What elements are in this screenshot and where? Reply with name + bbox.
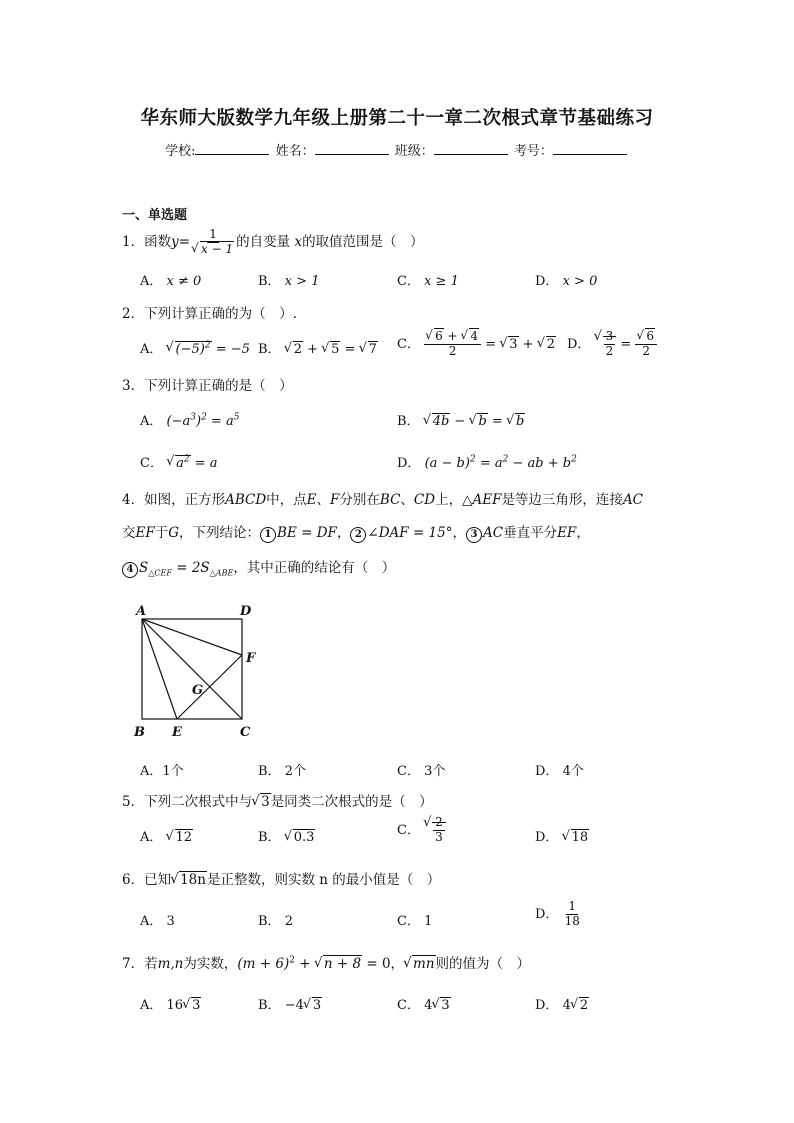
text-fragment: 2 (183, 454, 190, 465)
text-fragment: EF (135, 525, 155, 541)
text-fragment: 4 (122, 562, 138, 578)
text-fragment: (m + 6) (237, 956, 290, 972)
label-G: G (192, 683, 204, 698)
q3-option-d[interactable] (397, 452, 577, 471)
fraction-numerator: 1 (209, 227, 217, 241)
text-fragment: 3． (122, 378, 145, 394)
label-C: C (240, 725, 251, 740)
q6-option-a[interactable] (140, 910, 175, 929)
text-fragment: 2 (293, 342, 302, 357)
q6-option-b[interactable] (258, 910, 293, 929)
text-fragment: C． (397, 822, 420, 838)
q3-option-b[interactable] (397, 410, 525, 429)
q6-option-d[interactable] (535, 900, 582, 929)
text-fragment: 18 (564, 913, 580, 928)
text-fragment: + (302, 342, 323, 357)
text-fragment: 1 (260, 527, 276, 543)
text-fragment: x > 0 (562, 274, 598, 289)
text-fragment: E (306, 492, 317, 508)
q1-option-b[interactable] (258, 270, 319, 289)
question-4-line-2: 交EF于G，下列结论： 1 BE = DF， 2 ∠DAF = 15°， 3 AC垂直平分EF， (122, 525, 590, 541)
name-label: 姓名： (275, 144, 315, 159)
text-fragment: 3 (435, 829, 443, 844)
q2-option-a[interactable] (140, 338, 250, 357)
question-4-line-3 (122, 556, 395, 578)
text-fragment: △CEF (148, 568, 172, 578)
text-fragment: G (168, 525, 180, 541)
text-fragment: 12 (175, 830, 193, 845)
text-fragment: EF (557, 525, 577, 541)
text-fragment: 4． (122, 492, 145, 508)
text-fragment: (−a (166, 414, 191, 429)
text-fragment: 于 (154, 525, 169, 541)
text-fragment: B． (258, 914, 281, 929)
text-fragment: 2 (642, 343, 651, 358)
text-fragment: CD (413, 492, 436, 508)
text-fragment: D． (535, 274, 559, 289)
text-fragment: 已知 (144, 872, 172, 888)
text-fragment: 下列二次根式中与 (144, 794, 253, 810)
text-fragment: 2 (605, 343, 614, 358)
text-fragment: A． (140, 830, 163, 845)
text-fragment: 3 (441, 998, 450, 1013)
text-fragment: 4 (562, 998, 571, 1013)
question-text: 的自变量 (236, 233, 291, 250)
text-fragment: 2 (502, 454, 509, 465)
page-title: 华东师大版数学九年级上册第二十一章二次根式章节基础练习 (140, 108, 654, 129)
q7-option-c[interactable] (397, 994, 451, 1013)
text-fragment: A． (140, 342, 163, 357)
text-fragment: − (450, 414, 470, 429)
text-fragment: C． (397, 998, 420, 1013)
text-fragment: AC (622, 492, 644, 508)
question-3 (122, 374, 293, 394)
text-fragment: 为实数， (183, 956, 238, 972)
text-fragment: B． (258, 274, 281, 289)
text-fragment: S (200, 560, 210, 576)
text-fragment: n + 8 (323, 956, 362, 972)
fraction-denominator (190, 243, 236, 257)
q3-option-c[interactable] (140, 452, 218, 471)
radicand: x − 1 (201, 241, 234, 256)
label-B: B (134, 725, 145, 740)
text-fragment: 2 (350, 527, 366, 543)
text-fragment: 3 (509, 336, 518, 352)
label-F: F (246, 651, 256, 666)
text-fragment: 、 (400, 492, 414, 508)
q1-option-c[interactable] (397, 270, 459, 289)
text-fragment: 3 (192, 998, 201, 1013)
text-fragment: D． (567, 336, 591, 352)
text-fragment: 4个 (562, 764, 584, 779)
text-fragment: C． (397, 336, 420, 352)
text-fragment: 6． (122, 872, 145, 888)
q4-option-d[interactable] (535, 760, 584, 779)
math-op: = (178, 233, 191, 250)
q5-option-b[interactable] (258, 826, 315, 845)
text-fragment: √ 2 (435, 815, 443, 829)
text-fragment: C． (397, 914, 420, 929)
label-A: A (136, 604, 147, 619)
q7-option-d[interactable] (535, 994, 589, 1013)
text-fragment: 2 (579, 998, 589, 1013)
text-fragment: = −5 (211, 342, 250, 357)
math-var: y (171, 233, 179, 250)
text-fragment: 0.3 (293, 830, 315, 845)
text-fragment: BC (379, 492, 401, 508)
q2-option-c[interactable] (397, 330, 556, 359)
text-fragment: S (139, 560, 149, 576)
text-fragment: 2 (284, 914, 293, 929)
text-fragment: = a (475, 456, 503, 471)
text-fragment: D． (535, 906, 559, 922)
class-blank[interactable] (434, 142, 508, 155)
text-fragment: B． (397, 414, 420, 429)
text-fragment: △ABE (209, 568, 234, 578)
text-fragment: √ 3 (605, 329, 614, 343)
text-fragment: C． (397, 274, 420, 289)
question-text: 下列计算正确的为（ ）. (144, 306, 297, 322)
text-fragment: x > 1 (284, 274, 320, 289)
question-6 (122, 868, 440, 888)
text-fragment: = a (206, 414, 234, 429)
text-fragment: = 0， (362, 956, 405, 972)
text-fragment: 若 (144, 956, 158, 972)
text-fragment: A． (140, 914, 163, 929)
text-fragment: 2 (448, 343, 457, 358)
text-fragment: A． (140, 274, 163, 289)
text-fragment: △AEF (462, 492, 502, 508)
text-fragment: + (518, 336, 538, 352)
label-D: D (240, 604, 252, 619)
q2-option-b[interactable] (258, 338, 378, 357)
text-fragment: ，其中正确的结论有（ ） (233, 560, 396, 576)
question-4-line-1 (122, 488, 643, 508)
text-fragment: = (340, 342, 360, 357)
text-fragment: (a − b) (424, 456, 470, 471)
text-fragment: 中，点 (266, 492, 307, 508)
text-fragment: 分别在 (339, 492, 380, 508)
question-text: 函数 (144, 233, 172, 250)
q4-option-c[interactable] (397, 760, 445, 779)
q7-option-b[interactable] (258, 994, 322, 1013)
school-blank[interactable] (195, 142, 269, 155)
text-fragment: a (176, 456, 184, 471)
question-1 (122, 228, 424, 257)
text-fragment: = a (190, 456, 218, 471)
text-fragment: 2 (289, 955, 295, 966)
text-fragment: 4 (470, 329, 479, 343)
q5-option-c[interactable] (397, 816, 446, 845)
text-fragment: 3 (166, 914, 175, 929)
text-fragment: 2 (201, 412, 207, 423)
question-5 (122, 790, 433, 810)
text-fragment: x ≥ 1 (424, 274, 459, 289)
text-fragment: b (515, 414, 525, 429)
text-fragment: ∠DAF = 15° (367, 525, 453, 541)
text-fragment: ，下列结论： (179, 525, 261, 541)
text-fragment: 3 (466, 527, 482, 543)
question-text: 的取值范围是（ ） (302, 233, 424, 250)
text-fragment: B． (258, 998, 281, 1013)
text-fragment: 1 (568, 899, 577, 913)
q1-option-a[interactable] (140, 270, 201, 289)
q5-option-d[interactable] (535, 826, 589, 845)
text-fragment: mn (413, 956, 435, 972)
text-fragment: 1个 (162, 764, 184, 779)
text-fragment: 4b (432, 414, 450, 429)
text-fragment: (−5) (175, 342, 205, 357)
text-fragment: C． (397, 764, 420, 779)
text-fragment: 垂直平分 (503, 525, 558, 541)
text-fragment: 2 (571, 454, 577, 465)
text-fragment: 5 (233, 412, 240, 423)
text-fragment: D． (397, 456, 421, 471)
text-fragment: 5． (122, 794, 145, 810)
class-label: 班级： (394, 144, 434, 159)
q4-option-a[interactable] (140, 760, 184, 779)
text-fragment: F (330, 492, 340, 508)
text-fragment: 4 (424, 998, 433, 1013)
text-fragment: + (294, 956, 315, 972)
text-fragment: 3 (190, 412, 196, 423)
text-fragment: 5 (331, 342, 340, 357)
square-figure (130, 600, 270, 749)
text-fragment: 16 (166, 998, 184, 1013)
text-fragment: B． (258, 342, 281, 357)
question-7 (122, 952, 530, 972)
text-fragment: 6 (646, 329, 655, 343)
text-fragment: = (487, 414, 507, 429)
fraction (190, 228, 236, 257)
geometry-diagram (130, 600, 270, 745)
text-fragment: x ≠ 0 (166, 274, 202, 289)
q5-option-a[interactable] (140, 826, 193, 845)
text-fragment: −4 (284, 998, 304, 1013)
q7-option-a[interactable] (140, 994, 201, 1013)
text-fragment: 18n (180, 872, 206, 888)
text-fragment: = (481, 336, 501, 352)
text-fragment: A． (140, 414, 163, 429)
text-fragment: 3 (261, 794, 270, 810)
text-fragment: D． (535, 998, 559, 1013)
text-fragment: 3个 (424, 764, 446, 779)
text-fragment: 6 (435, 329, 443, 343)
text-fragment: 2 (204, 340, 211, 351)
name-blank[interactable] (315, 142, 389, 155)
question-2 (122, 302, 297, 322)
exam-no-label: 考号： (513, 144, 553, 159)
text-fragment: 如图，正方形 (144, 492, 226, 508)
text-fragment: A． (140, 764, 163, 779)
text-fragment: 上， (435, 492, 463, 508)
text-fragment: 7 (368, 342, 377, 357)
text-fragment: D． (535, 830, 559, 845)
text-fragment: 2个 (284, 764, 306, 779)
text-fragment: 是正整数，则实数 n 的最小值是（ ） (206, 872, 441, 888)
text-fragment: AC (482, 525, 504, 541)
exam-no-blank[interactable] (553, 142, 627, 155)
math-var: x (294, 233, 303, 250)
text-fragment: 2 (546, 336, 555, 352)
text-fragment: 2 (469, 454, 476, 465)
text-fragment: B． (258, 764, 281, 779)
text-fragment: 7． (122, 956, 145, 972)
school-label: 学校: (165, 144, 196, 159)
section-heading: 一、单选题 (122, 208, 188, 223)
question-text: 下列计算正确的是（ ） (144, 378, 293, 394)
text-fragment: 2． (122, 306, 145, 322)
q1-option-d[interactable] (535, 270, 597, 289)
label-E: E (172, 725, 182, 740)
text-fragment: BE = DF (277, 525, 337, 541)
text-fragment: C． (140, 456, 163, 471)
text-fragment: b (478, 414, 487, 429)
text-fragment: 1 (424, 914, 433, 929)
text-fragment: 是同类二次根式的是（ ） (270, 794, 433, 810)
text-fragment: B． (258, 830, 281, 845)
q4-option-b[interactable] (258, 760, 306, 779)
text-fragment: = 2 (171, 560, 201, 576)
q6-option-c[interactable] (397, 910, 432, 929)
q2-option-d[interactable] (567, 330, 657, 359)
text-fragment: 、 (316, 492, 331, 508)
text-fragment: + (443, 329, 462, 343)
text-fragment: 交 (122, 525, 136, 541)
student-info-line (0, 140, 794, 159)
text-fragment: ) (195, 414, 202, 429)
text-fragment: 则的值为（ ） (435, 956, 531, 972)
text-fragment: A． (140, 998, 163, 1013)
sqrt (192, 243, 234, 257)
text-fragment: m,n (157, 956, 184, 972)
text-fragment: − ab + b (508, 456, 572, 471)
q3-option-a[interactable] (140, 410, 239, 429)
text-fragment: 3 (312, 998, 322, 1013)
text-fragment: D． (535, 764, 559, 779)
text-fragment: ABCD (225, 492, 267, 508)
text-fragment: 18 (571, 830, 589, 845)
text-fragment: 是等边三角形，连接 (501, 492, 623, 508)
text-fragment: = (616, 336, 636, 352)
question-number: 1． (122, 233, 145, 250)
